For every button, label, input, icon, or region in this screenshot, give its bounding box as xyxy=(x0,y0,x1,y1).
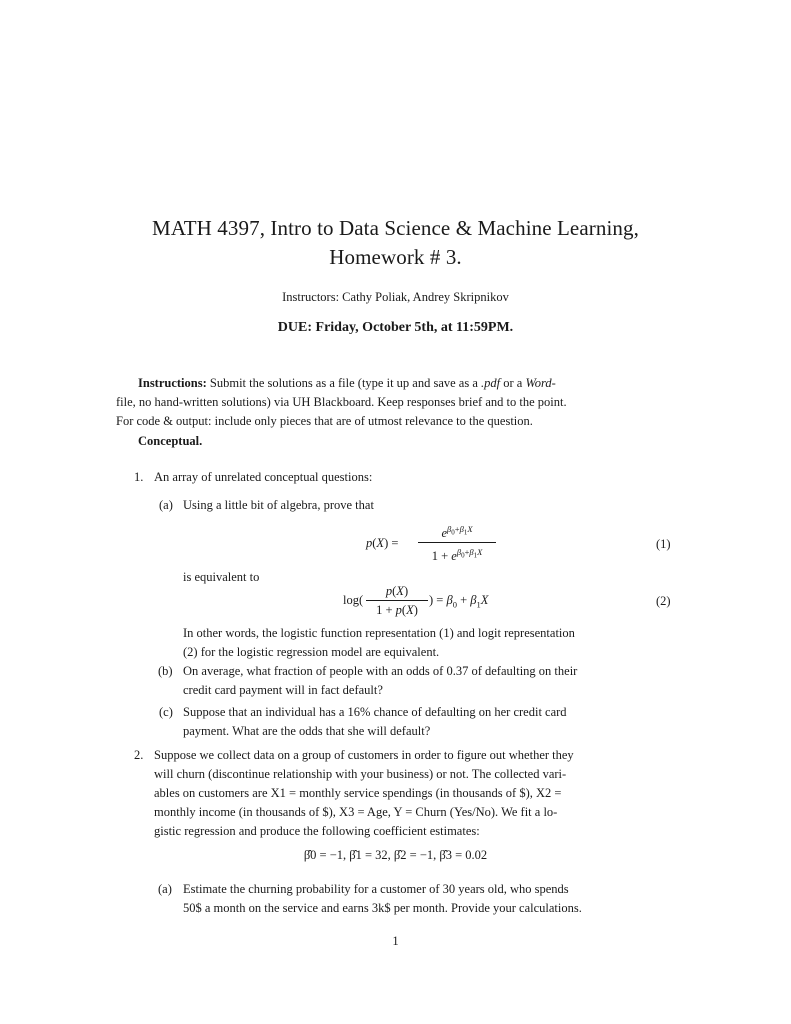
q2-line-2: will churn (discontinue relationship with your business) or not. The collected vari- xyxy=(154,767,567,781)
q1a-label: (a) xyxy=(159,498,173,512)
q1a-follow-line-1: In other words, the logistic function representation (1) and logit representation xyxy=(183,626,575,640)
eq1-lhs: p(X) = xyxy=(366,536,399,550)
q2-coefficients: β̂0 = −1, β̂1 = 32, β̂2 = −1, β̂3 = 0.02 xyxy=(303,848,488,862)
eq1-numerator: $e^{\beta_0+\beta_1X}$ xyxy=(418,521,496,543)
q1a-follow-line-2: (2) for the logistic regression model are equivalent. xyxy=(183,645,440,659)
q1c-line-1: Suppose that an individual has a 16% chance of defaulting on her credit card xyxy=(183,705,567,719)
instructions-paragraph xyxy=(116,374,676,431)
instructions-line-2: file, no hand-written solutions) via UH Blackboard. Keep responses brief and to the point. xyxy=(116,395,567,409)
title-line-1: MATH 4397, Intro to Data Science & Machine Learning, xyxy=(152,216,639,240)
q1a-text: Using a little bit of algebra, prove that xyxy=(183,498,374,512)
due-date: DUE: Friday, October 5th, at 11:59PM. xyxy=(277,320,514,335)
q1b-line-1: On average, what fraction of people with an odds of 0.37 of defaulting on their xyxy=(183,664,578,678)
instructions-line-3: For code & output: include only pieces that are of utmost relevance to the question. xyxy=(116,414,533,428)
q1c-label: (c) xyxy=(159,705,173,719)
q2-line-3: ables on customers are X1 = monthly service spendings (in thousands of $), X2 = xyxy=(154,786,562,800)
q1b-text xyxy=(183,662,675,700)
eq2-numerator: p(X) xyxy=(366,583,428,601)
q1c-text xyxy=(183,703,675,741)
q1c-line-2: payment. What are the odds that she will default? xyxy=(183,724,431,738)
eq2-log: log( xyxy=(343,593,364,607)
q2-line-1: Suppose we collect data on a group of customers in order to figure out whether they xyxy=(154,748,574,762)
instructions-word: Word- xyxy=(525,376,556,390)
q1a-equiv: is equivalent to xyxy=(183,570,260,584)
q1b-line-2: credit card payment will in fact default? xyxy=(183,683,383,697)
q2a-line-1: Estimate the churning probability for a customer of 30 years old, who spends xyxy=(183,882,569,896)
eq2-rhs: ) = $\beta_0 + \beta_1X$ xyxy=(429,593,489,610)
instructions-pdf: .pdf xyxy=(481,376,501,390)
q2-paragraph xyxy=(154,746,675,841)
instructions-label: Instructions: xyxy=(138,376,207,390)
eq2-number: (2) xyxy=(656,594,671,608)
q2-line-4: monthly income (in thousands of $), X3 = Age, Y = Churn (Yes/No). We fit a lo- xyxy=(154,805,558,819)
instructions-text-b: or a xyxy=(500,376,526,390)
instructors: Instructors: Cathy Poliak, Andrey Skripnikov xyxy=(282,290,509,304)
q2-number: 2. xyxy=(134,748,144,762)
eq2-denominator: 1 + p(X) xyxy=(376,603,418,617)
q2a-label: (a) xyxy=(158,882,172,896)
q2a-text xyxy=(183,880,675,918)
instructions-text-a: Submit the solutions as a file (type it up and save as a xyxy=(206,376,482,390)
q2-line-5: gistic regression and produce the following coefficient estimates: xyxy=(154,824,480,838)
title-line-2: Homework # 3. xyxy=(329,245,462,269)
q1-number: 1. xyxy=(134,470,144,484)
section-conceptual: Conceptual. xyxy=(138,434,203,448)
q1-intro: An array of unrelated conceptual questions: xyxy=(154,470,373,484)
eq2-fraction xyxy=(366,583,428,620)
eq1-fraction xyxy=(418,521,496,566)
eq1-number: (1) xyxy=(656,537,671,551)
q2a-line-2: 50$ a month on the service and earns 3k$ per month. Provide your calculations. xyxy=(183,901,582,915)
q1b-label: (b) xyxy=(158,664,173,678)
eq1-denominator: $1 + e^{\beta_0+\beta_1X}$ xyxy=(431,547,483,564)
q1a-follow xyxy=(183,624,675,662)
instructions-line-1 xyxy=(116,374,676,393)
page-number: 1 xyxy=(392,934,399,948)
